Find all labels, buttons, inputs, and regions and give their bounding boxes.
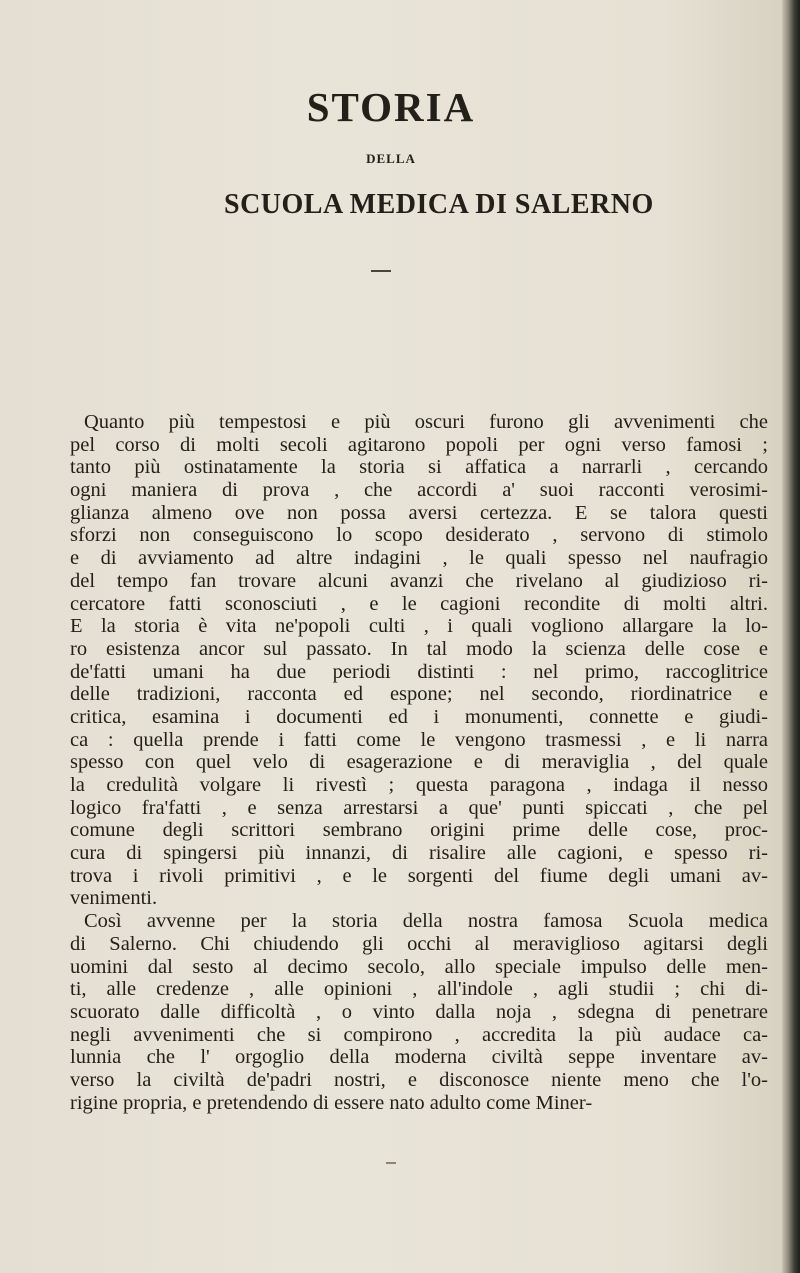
text-line: sforzi non conseguiscono lo scopo desiderato , servono di stimolo xyxy=(70,524,768,547)
text-line: Così avvenne per la storia della nostra famosa Scuola medica xyxy=(84,910,768,933)
page-subtitle: SCUOLA MEDICA DI SALERNO xyxy=(224,189,654,220)
text-line: negli avvenimenti che si compirono , accredita la più audace ca- xyxy=(70,1023,768,1046)
text-line: e di avviamento ad altre indagini , le quali spesso nel naufragio xyxy=(70,547,768,570)
text-line: E la storia è vita ne'popoli culti , i quali vogliono allargare la lo- xyxy=(70,615,768,638)
text-line: trova i rivoli primitivi , e le sorgenti del fiume degli umani av- xyxy=(70,864,768,887)
text-line: critica, esamina i documenti ed i monumenti, connette e giudi- xyxy=(70,705,768,728)
body-text xyxy=(70,411,768,1114)
text-line: uomini dal sesto al decimo secolo, allo speciale impulso delle men- xyxy=(70,955,768,978)
text-line: de'fatti umani ha due periodi distinti : nel primo, raccoglitrice xyxy=(70,660,768,683)
text-line: cura di spingersi più innanzi, di risalire alle cagioni, e spesso ri- xyxy=(70,842,768,865)
text-line: ca : quella prende i fatti come le vengono trasmessi , e li narra xyxy=(70,728,768,751)
text-line: Quanto più tempestosi e più oscuri furono gli avvenimenti che xyxy=(84,411,768,433)
text-line: scuorato dalle difficoltà , o vinto dalla noja , sdegna di penetrare xyxy=(70,1000,768,1023)
text-line: venimenti. xyxy=(70,887,158,910)
text-line: ro esistenza ancor sul passato. In tal modo la scienza delle cose e xyxy=(70,637,768,660)
text-line: rigine propria, e pretendendo di essere nato adulto come Miner- xyxy=(70,1091,593,1114)
paragraph-1 xyxy=(70,411,768,910)
paragraph-2 xyxy=(70,910,768,1114)
text-line: lunnia che l' orgoglio della moderna civiltà seppe inventare av- xyxy=(70,1046,768,1069)
text-line: comune degli scrittori sembrano origini prime delle cose, proc- xyxy=(70,819,768,842)
footer-mark xyxy=(386,1162,396,1164)
text-line: ti, alle credenze , alle opinioni , all'indole , agli studii ; chi di- xyxy=(70,978,768,1001)
page-edge-shadow xyxy=(782,0,800,1273)
text-line: la credulità volgare li rivestì ; questa paragona , indaga il nesso xyxy=(70,774,768,796)
title-connector: DELLA xyxy=(366,151,416,166)
text-line: spesso con quel velo di esagerazione e di meraviglia , del quale xyxy=(70,751,768,774)
text-line: pel corso di molti secoli agitarono popoli per ogni verso famosi ; xyxy=(70,433,768,456)
text-line: delle tradizioni, racconta ed espone; nel secondo, riordinatrice e xyxy=(70,683,768,706)
text-line: glianza almeno ove non possa aversi certezza. E se talora questi xyxy=(70,501,768,524)
title-rule xyxy=(371,270,391,272)
text-line: del tempo fan trovare alcuni avanzi che rivelano al giudizioso ri- xyxy=(70,569,768,592)
text-line: tanto più ostinatamente la storia si affatica a narrarli , cercando xyxy=(70,456,768,479)
page-title: STORIA xyxy=(306,84,476,130)
text-line: verso la civiltà de'padri nostri, e disconosce niente meno che l'o- xyxy=(70,1068,768,1091)
text-line: logico fra'fatti , e senza arrestarsi a que' punti spiccati , che pel xyxy=(70,796,768,819)
text-line: cercatore fatti sconosciuti , e le cagioni recondite di molti altri. xyxy=(70,592,768,615)
text-line: di Salerno. Chi chiudendo gli occhi al meraviglioso agitarsi degli xyxy=(70,932,768,955)
text-line: ogni maniera di prova , che accordi a' suoi racconti verosimi- xyxy=(70,479,768,502)
